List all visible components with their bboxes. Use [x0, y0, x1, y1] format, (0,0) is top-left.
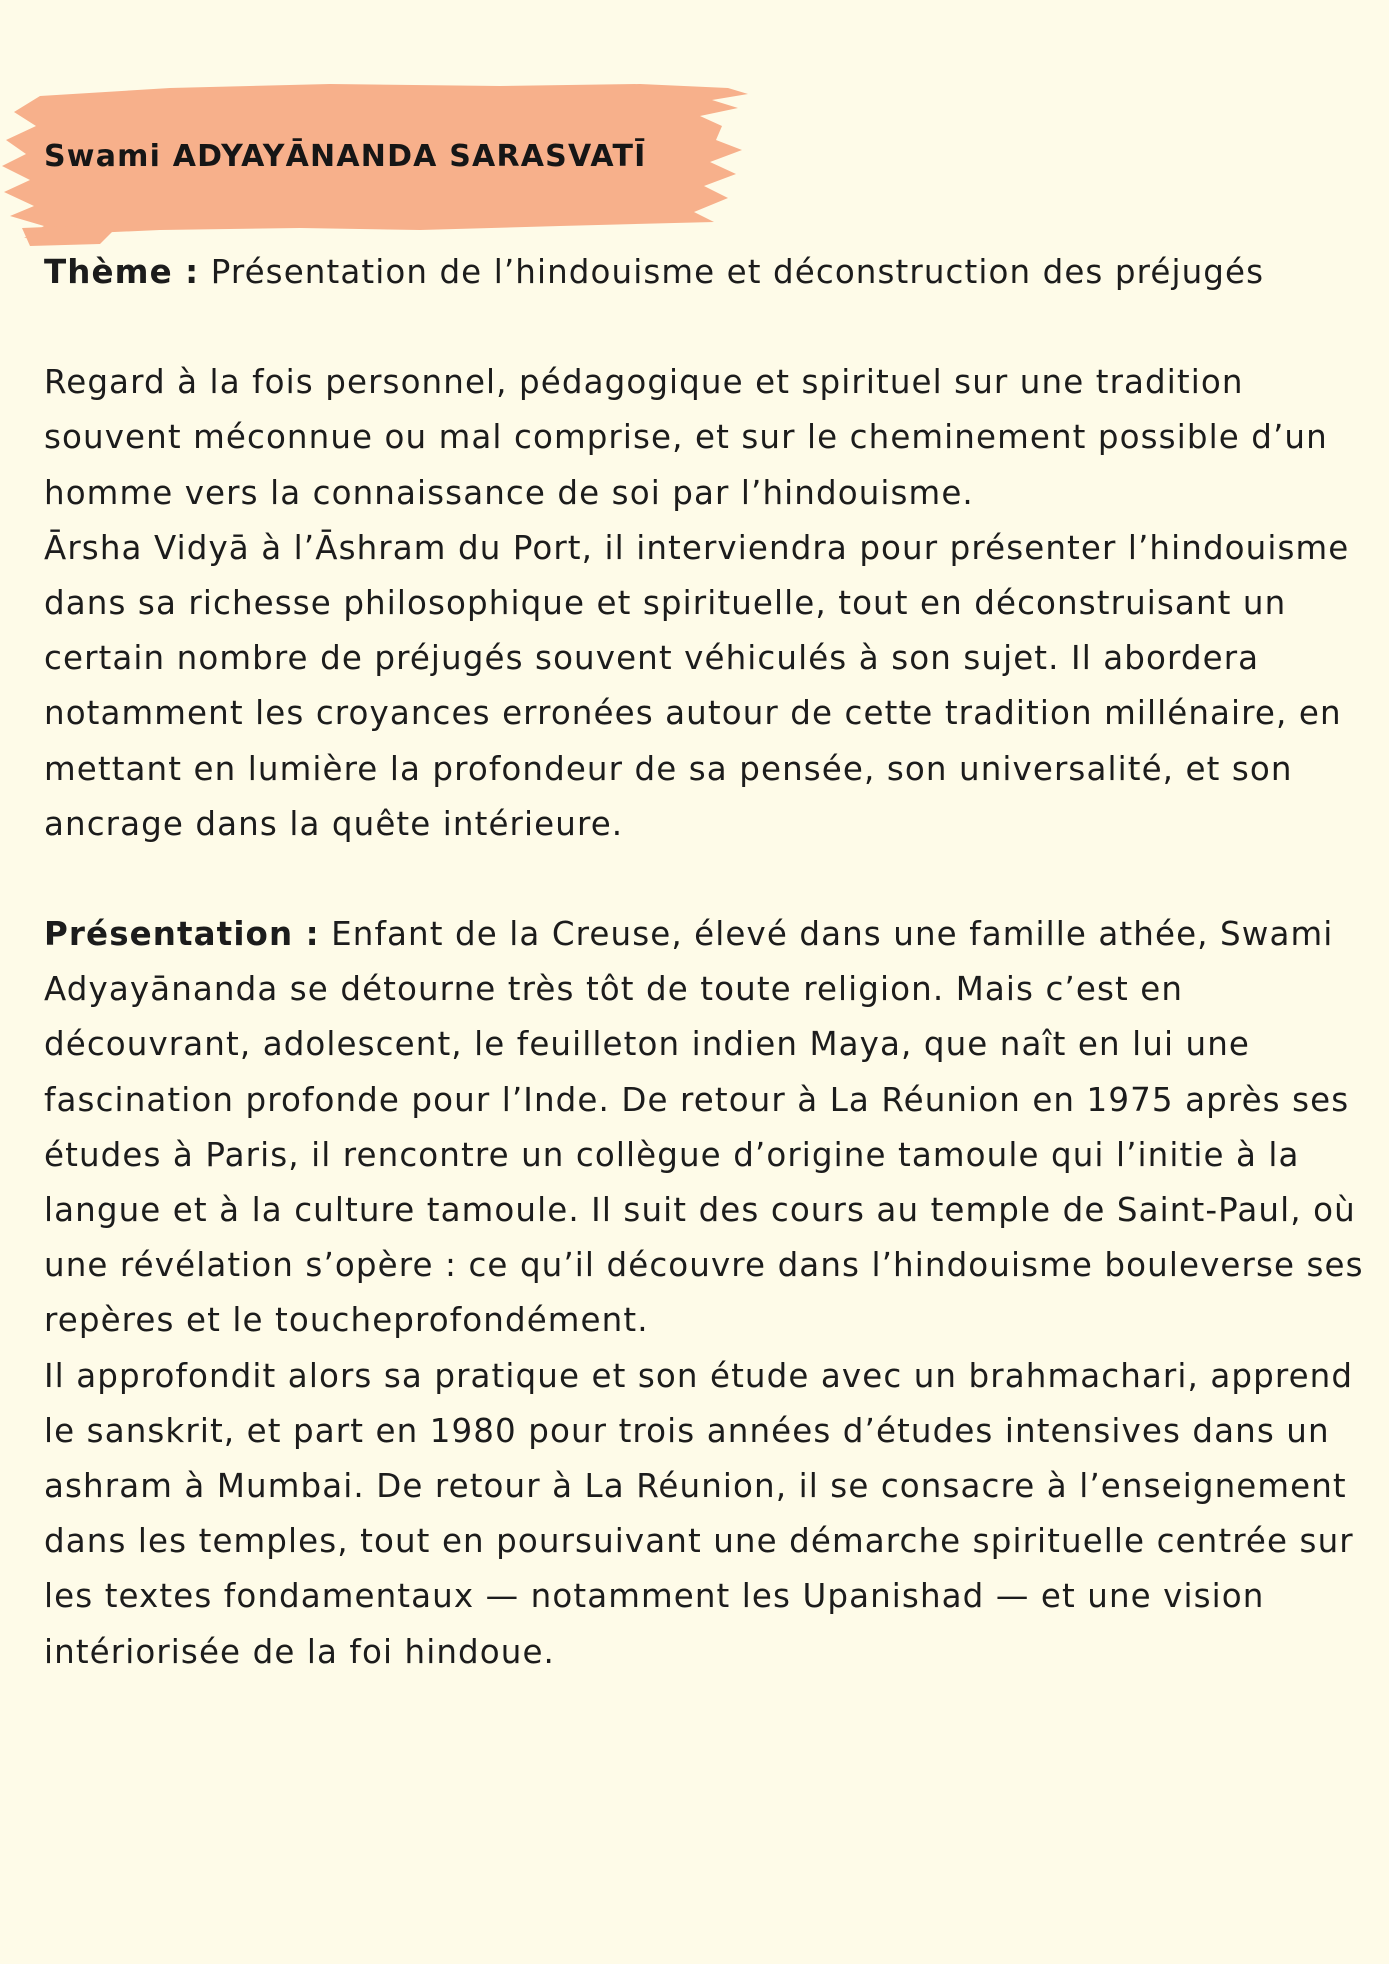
speaker-name: Swami ADYAYĀNANDA SARASVATĪ	[44, 139, 647, 174]
presentation-label: Présentation :	[44, 915, 320, 954]
theme-body-paragraph: Ārsha Vidyā à l’Āshram du Port, il interviendra pour présenter l’hindouisme dans sa richesse philosophique et spirituelle, tout en déconstruisant un certain nombre de préjugés souvent véhiculés à son sujet. Il abordera notamment les croyances erronées autour de cette tradition millénaire, en mettant en lumière la profondeur de sa pensée, son universalité, et son ancrage dans la quête intérieure.	[44, 528, 1350, 843]
paragraph-spacer	[44, 852, 1364, 907]
presentation-text: Enfant de la Creuse, élevé dans une famille athée, Swami Adyayānanda se détourne très tôt de toute religion. Mais c’est en découvrant, adolescent, le feuilleton indien Maya, que naît en lui une fascination profonde pour l’Inde. De retour à La Réunion en 1975 après ses études à Paris, il rencontre un collègue d’origine tamoule qui l’initie à la langue et à la culture tamoule. Il suit des cours au temple de Saint-Paul, où une révélation s’opère : ce qu’il découvre dans l’hindouisme bouleverse ses repères et le toucheprofondément.	[44, 915, 1364, 1340]
presentation-paragraph: Il approfondit alors sa pratique et son étude avec un brahmachari, apprend le sanskrit, et part en 1980 pour trois années d’études intensives dans un ashram à Mumbai. De retour à La Réunion, il se consacre à l’enseignement dans les temples, tout en poursuivant une démarche spirituelle centrée sur les textes fondamentaux — notamment les Upanishad — et une vision intériorisée de la foi hindoue.	[44, 1356, 1354, 1671]
theme-text: Présentation de l’hindouisme et déconstruction des préjugés	[199, 253, 1265, 291]
theme-label: Thème :	[44, 253, 200, 291]
theme-body-paragraph: Regard à la fois personnel, pédagogique et spirituel sur une tradition souvent méconnue ou mal comprise, et sur le cheminement possible d’un homme vers la connaissance de soi par l’hindouisme.	[44, 363, 1328, 512]
document-body	[44, 245, 1364, 1680]
paragraph-spacer	[44, 300, 1364, 355]
presentation-paragraph	[44, 907, 1364, 1349]
theme-paragraph	[44, 245, 1364, 300]
